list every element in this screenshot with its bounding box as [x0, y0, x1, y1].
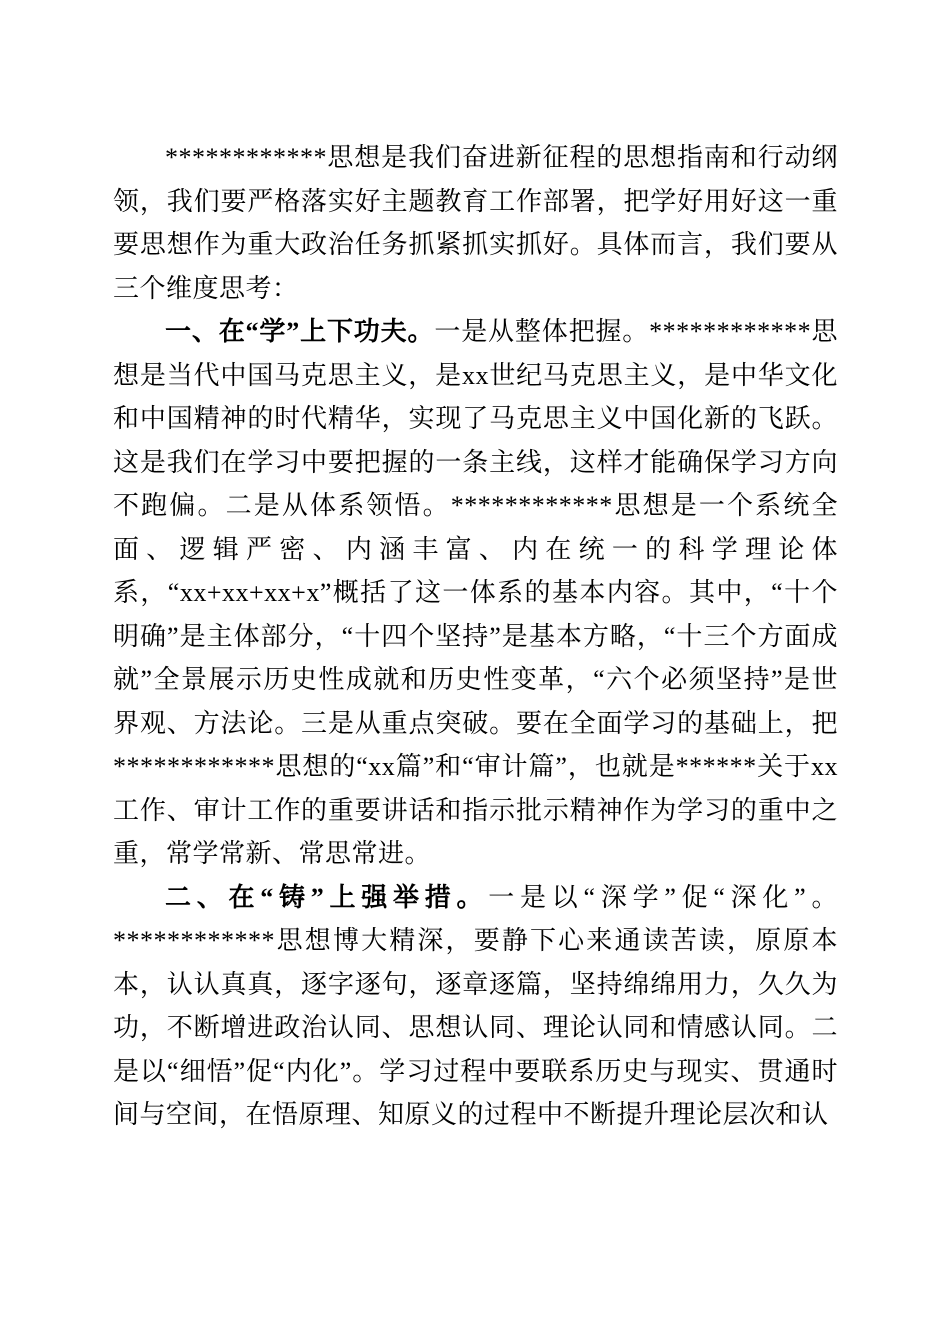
paragraph-2 — [113, 310, 838, 876]
section-heading: 一、在“学”上下功夫。 — [165, 317, 435, 346]
paragraph-3 — [113, 876, 838, 1137]
paragraph-1 — [113, 136, 838, 310]
body-text: 一是从整体把握。************思想是当代中国马克思主义，是xx世纪马克思主义，是中华文化和中国精神的时代精华，实现了马克思主义中国化新的飞跃。这是我们在学习中要把握的一条主线，这样才能确保学习方向不跑偏。二是从体系领悟。************思想是一个系统全面、逻辑严密、内涵丰富、内在统一的科学理论体系，“xx+xx+xx+x”概括了这一体系的基本内容。其中，“十个明确”是主体部分，“十四个坚持”是基本方略，“十三个方面成就”全景展示历史性成就和历史性变革，“六个必须坚持”是世界观、方法论。三是从重点突破。要在全面学习的基础上，把************思想的“xx篇”和“审计篇”，也就是******关于xx工作、审计工作的重要讲话和指示批示精神作为学习的重中之重，常学常新、常思常进。 — [113, 317, 838, 868]
body-text: ************思想是我们奋进新征程的思想指南和行动纲领，我们要严格落实好主题教育工作部署，把学好用好这一重要思想作为重大政治任务抓紧抓实抓好。具体而言，我们要从三个维度思考： — [113, 143, 838, 303]
body-text: 一是以“深学”促“深化”。************思想博大精深，要静下心来通读苦读，原原本本，认认真真，逐字逐句，逐章逐篇，坚持绵绵用力，久久为功，不断增进政治认同、思想认同、理论认同和情感认同。二是以“细悟”促“内化”。学习过程中要联系历史与现实、贯通时间与空间，在悟原理、知原义的过程中不断提升理论层次和认 — [113, 882, 838, 1129]
document-body — [113, 136, 838, 1137]
section-heading: 二、在“铸”上强举措。 — [165, 882, 489, 912]
